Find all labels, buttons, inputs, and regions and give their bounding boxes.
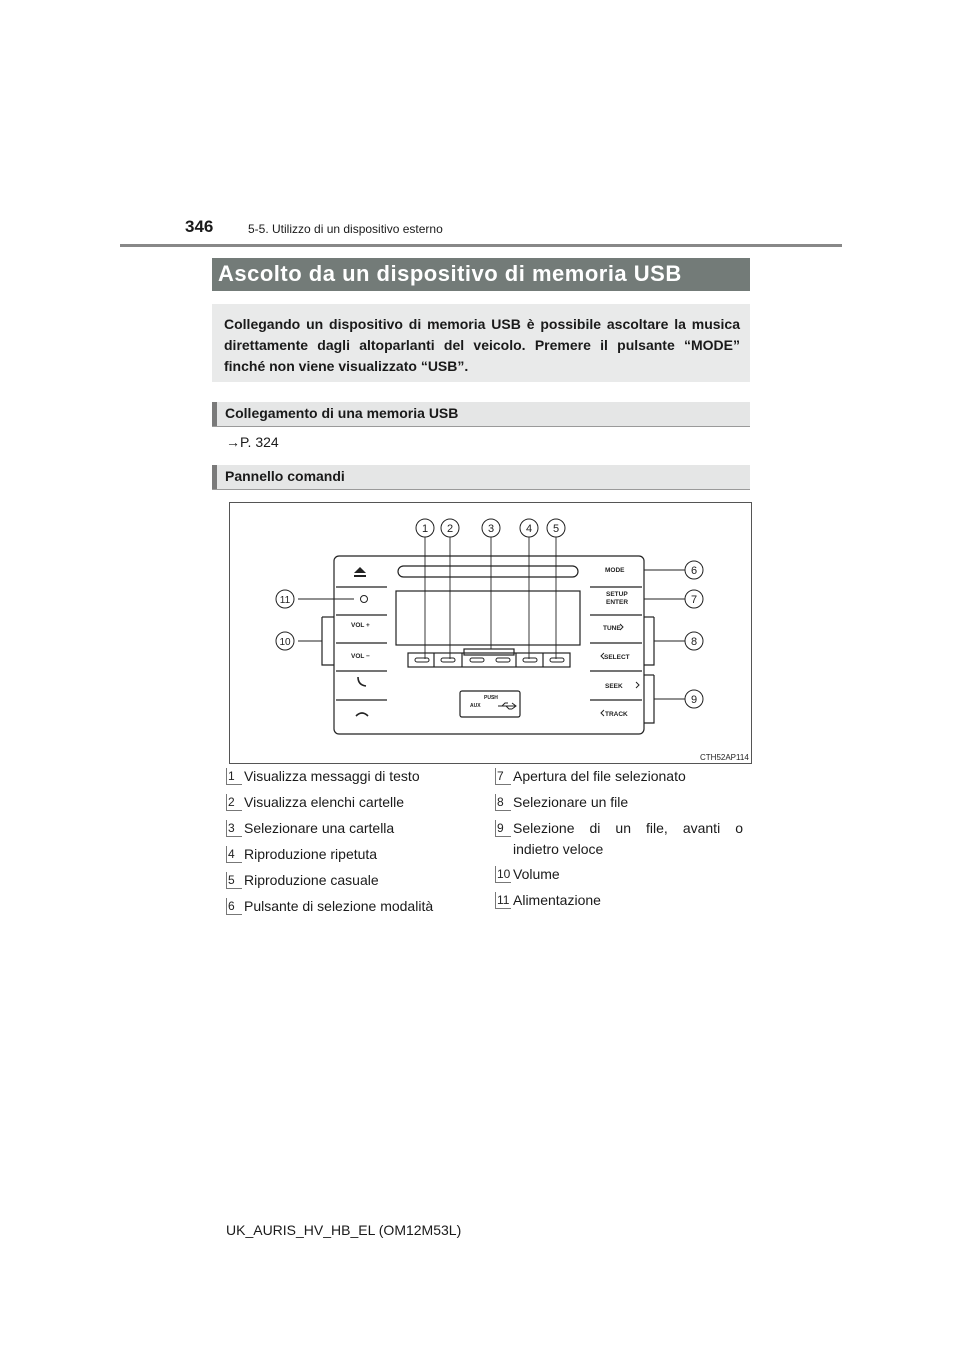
callout-3: 3	[487, 523, 495, 535]
vol-plus-label: VOL +	[351, 622, 370, 629]
control-panel-figure	[229, 502, 752, 764]
usb-icon	[498, 703, 516, 709]
eject-icon	[354, 567, 366, 573]
figure-code: CTH52AP114	[700, 753, 749, 762]
intro-box	[212, 304, 750, 382]
callout-8: 8	[690, 636, 698, 648]
legend-item-continuation: indietro veloce	[513, 841, 604, 857]
subheading-connection-text: Collegamento di una memoria USB	[225, 405, 459, 421]
header-divider	[120, 244, 842, 247]
subheading-panel-text: Pannello comandi	[225, 468, 345, 484]
intro-text: Collegando un dispositivo di memoria USB è possibile ascoltare la musica direttamente dagli altoparlanti del veicolo. Premere il pulsante “MODE” finché non viene visualizzato “USB”.	[224, 316, 740, 374]
page-title-bar	[212, 258, 750, 291]
callout-1: 1	[421, 523, 429, 535]
select-label: SELECT	[604, 654, 630, 661]
callout-5: 5	[552, 523, 560, 535]
page-number: 346	[185, 217, 214, 236]
track-label: TRACK	[605, 711, 628, 718]
callout-9: 9	[690, 694, 698, 706]
subheading-panel	[212, 465, 750, 490]
callout-6: 6	[690, 565, 698, 577]
callout-11: 11	[279, 595, 291, 606]
page-reference-link[interactable]: →P. 324	[226, 434, 279, 450]
page-title: Ascolto da un dispositivo di memoria USB	[218, 261, 682, 286]
phone-hangup-icon	[356, 713, 368, 716]
vol-minus-label: VOL −	[351, 653, 370, 660]
control-panel-diagram	[230, 503, 751, 763]
document-code-footer: UK_AURIS_HV_HB_EL (OM12M53L)	[226, 1222, 462, 1238]
callout-7: 7	[690, 594, 698, 606]
enter-label: ENTER	[606, 599, 629, 606]
callout-2: 2	[446, 523, 454, 535]
subheading-connection	[212, 402, 750, 427]
mode-label: MODE	[605, 567, 625, 574]
callout-4: 4	[525, 523, 533, 535]
setup-label: SETUP	[606, 591, 628, 598]
power-icon	[361, 596, 368, 603]
phone-pickup-icon	[358, 677, 366, 686]
tune-label: TUNE	[603, 625, 621, 632]
section-breadcrumb: 5-5. Utilizzo di un dispositivo esterno	[248, 222, 443, 236]
display-screen	[396, 591, 580, 645]
aux-label: AUX	[470, 703, 481, 709]
seek-label: SEEK	[605, 683, 623, 690]
callout-10: 10	[279, 637, 291, 648]
push-label: PUSH	[484, 695, 498, 701]
